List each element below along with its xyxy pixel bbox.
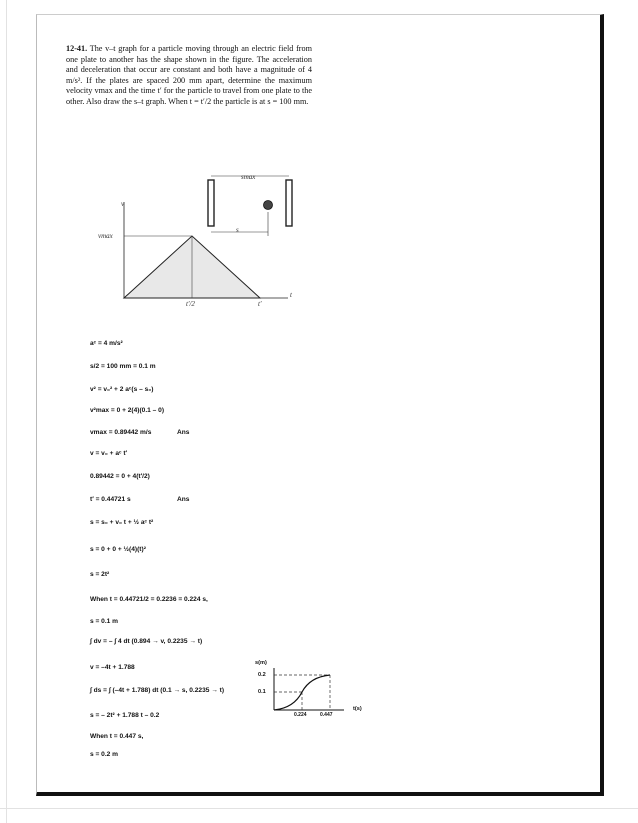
smax-label: smax <box>241 173 256 181</box>
solution-line-16: ∫ ds = ∫ (–4t + 1.788) dt (0.1 → s, 0.2235 → t) <box>90 687 225 694</box>
problem-statement <box>66 44 312 108</box>
left-plate <box>208 180 214 226</box>
solution-line-13: s = 0.1 m <box>90 618 119 625</box>
right-plate <box>286 180 292 226</box>
solution-line-15: v = –4t + 1.788 <box>90 664 135 671</box>
answer-label-vmax: Ans <box>177 429 190 436</box>
t-axis-label: t <box>290 291 292 299</box>
st-x-tick-end: 0.447 <box>320 712 333 718</box>
st-y-label: s(m) <box>255 660 267 666</box>
problem-number: 12-41. <box>66 44 88 53</box>
v-axis-label: v <box>121 200 125 208</box>
scan-bottom-line <box>0 808 638 809</box>
vmax-label: vmax <box>98 232 113 240</box>
t-half-label: t′/2 <box>186 300 195 308</box>
solution-line-18: When t = 0.447 s, <box>90 733 144 740</box>
solution-line-7: 0.89442 = 0 + 4(t′/2) <box>90 473 150 480</box>
problem-text: The v–t graph for a particle moving through an electric field from one plate to another has the shape shown in the figure. The acceleration and deceleration that occur are constant and both have a magnitude of 4 m/s². If the plates are spaced 200 mm apart, determine the maximum velocity vmax and the time t′ for the particle to travel from one plate to the other. Also draw the s–t graph. When t = t′/2 the particle is at s = 100 mm. <box>66 44 312 106</box>
st-x-label: t(s) <box>353 706 362 712</box>
solution-line-3: v² = v₀² + 2 aᶜ(s – s₀) <box>90 386 154 393</box>
solution-line-10: s = 0 + 0 + ½(4)(t)² <box>90 546 146 553</box>
st-x-tick-mid: 0.224 <box>294 712 307 718</box>
st-y-tick-top: 0.2 <box>258 672 266 678</box>
solution-line-17: s = – 2t² + 1.788 t – 0.2 <box>90 712 160 719</box>
st-y-tick-mid: 0.1 <box>258 689 266 695</box>
solution-line-19: s = 0.2 m <box>90 751 119 758</box>
t-prime-label: t′ <box>258 300 262 308</box>
solution-line-14: ∫ dv = – ∫ 4 dt (0.894 → v, 0.2235 → t) <box>90 638 203 645</box>
answer-label-tprime: Ans <box>177 496 190 503</box>
solution-line-9: s = s₀ + v₀ t + ½ aᶜ t² <box>90 519 154 526</box>
solution-line-6: v = v₀ + aᶜ t′ <box>90 450 128 457</box>
s-label: s <box>236 226 239 234</box>
solution-line-5: vmax = 0.89442 m/s <box>90 429 152 436</box>
solution-line-4: v²max = 0 + 2(4)(0.1 – 0) <box>90 407 165 414</box>
solution-line-12: When t = 0.44721/2 = 0.2236 = 0.224 s, <box>90 596 208 603</box>
particle-icon <box>264 201 273 210</box>
vt-figure <box>110 168 310 318</box>
solution-line-1: aᶜ = 4 m/s² <box>90 340 123 347</box>
scan-edge-line <box>6 0 7 823</box>
solution-line-11: s = 2t² <box>90 571 110 578</box>
solution-line-2: s/2 = 100 mm = 0.1 m <box>90 363 156 370</box>
solution-line-8: t′ = 0.44721 s <box>90 496 131 503</box>
